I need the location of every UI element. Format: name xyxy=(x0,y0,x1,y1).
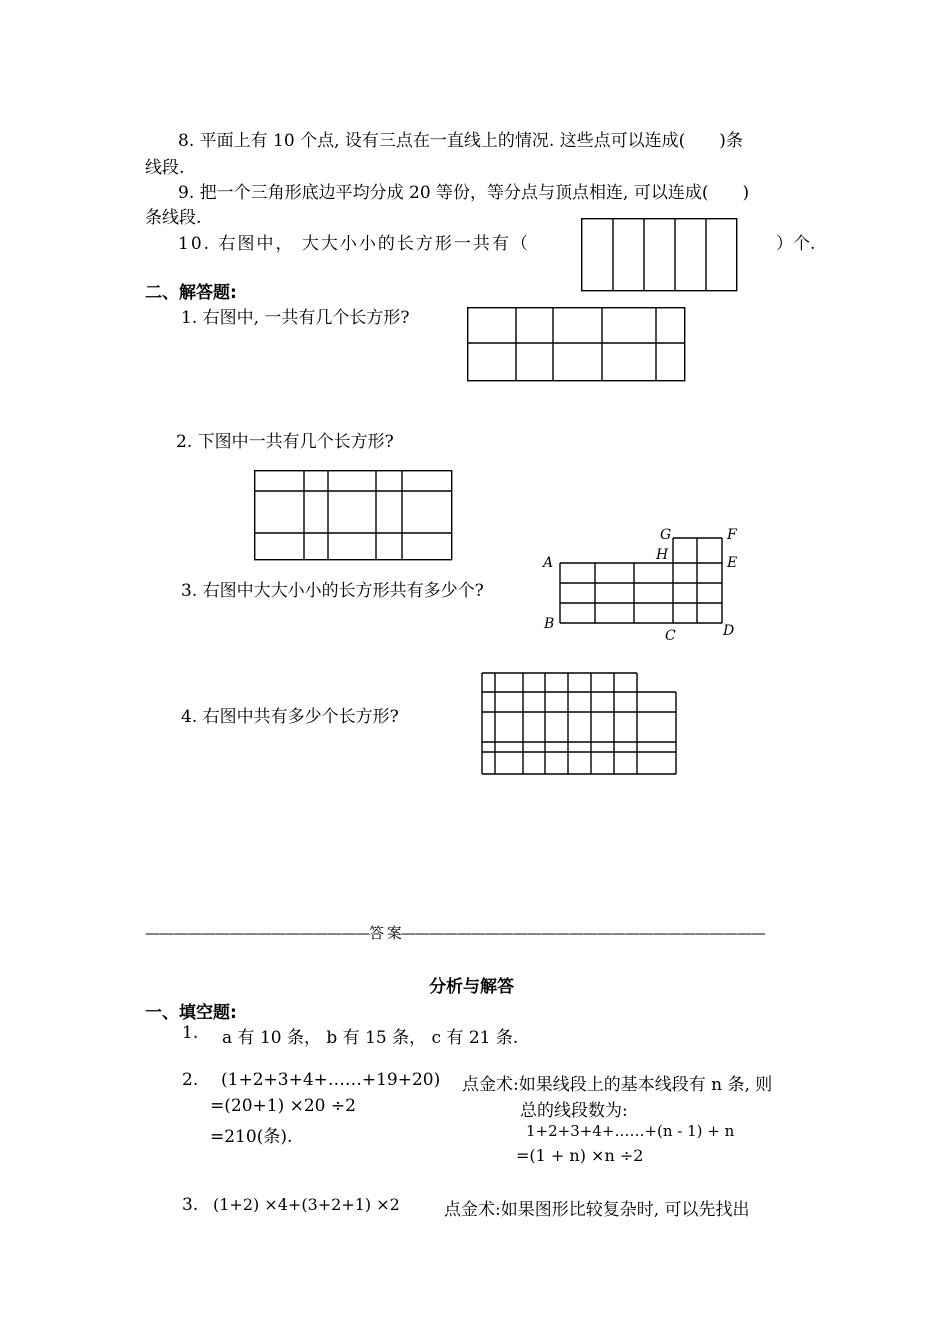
answer-2-line2: =(20+1) ×20 ÷2 xyxy=(210,1096,356,1116)
answer-2-tip-line2: 总的线段数为: xyxy=(520,1101,628,1121)
answer-2-tip-line1: 点金术:如果线段上的基本线段有 n 条, 则 xyxy=(462,1075,773,1095)
answer-1-text: a 有 10 条， b 有 15 条， c 有 21 条. xyxy=(222,1028,519,1048)
question-8-line1: 8. 平面上有 10 个点, 设有三点在一直线上的情况. 这些点可以连成( )条 xyxy=(178,131,743,151)
label-a: A xyxy=(543,555,554,571)
label-e: E xyxy=(727,555,738,571)
answer-1-number: 1. xyxy=(182,1023,199,1043)
label-c: C xyxy=(665,628,676,644)
question-8-line2: 线段. xyxy=(145,158,185,178)
problem-3-figure xyxy=(540,525,750,650)
answers-title: 分析与解答 xyxy=(429,977,514,997)
answers-section-1-heading: 一、填空题: xyxy=(145,1003,237,1023)
question-10-tail: ）个. xyxy=(776,234,816,254)
label-g: G xyxy=(660,527,672,543)
q10-figure xyxy=(581,218,739,293)
problem-1-text: 1. 右图中, 一共有几个长方形? xyxy=(181,308,410,328)
problem-4-figure xyxy=(481,672,679,777)
q10-figure-border xyxy=(582,219,737,291)
label-b: B xyxy=(544,616,555,632)
label-d: D xyxy=(723,623,735,639)
problem-2-text: 2. 下图中一共有几个长方形? xyxy=(176,432,394,452)
question-9-line2: 条线段. xyxy=(145,208,202,228)
section-2-heading: 二、解答题: xyxy=(145,283,237,303)
label-h: H xyxy=(656,547,669,563)
label-f: F xyxy=(727,527,737,543)
answer-3-tip: 点金术:如果图形比较复杂时, 可以先找出 xyxy=(444,1200,750,1220)
answer-2-line1: (1+2+3+4+……+19+20) xyxy=(221,1070,441,1090)
answer-3-number: 3. xyxy=(182,1195,199,1215)
problem-3-text: 3. 右图中大大小小的长方形共有多少个? xyxy=(181,581,484,601)
question-9-line1: 9. 把一个三角形底边平均分成 20 等份，等分点与顶点相连, 可以连成( ) xyxy=(178,183,750,203)
answer-2-tip-result: =(1 + n) ×n ÷2 xyxy=(516,1146,644,1165)
answer-3-line1: (1+2) ×4+(3+2+1) ×2 xyxy=(213,1195,400,1214)
problem-2-figure xyxy=(254,470,454,562)
question-10-text: 10. 右图中， 大大小小的长方形一共有（ xyxy=(178,234,530,254)
answer-2-line3: =210(条). xyxy=(210,1127,293,1147)
answer-divider: ————————————————答 案—————————————————————————— xyxy=(145,924,765,942)
problem-1-figure xyxy=(467,307,687,383)
problem-4-text: 4. 右图中共有多少个长方形? xyxy=(181,707,399,727)
answer-2-tip-formula: 1+2+3+4+……+(n - 1) + n xyxy=(526,1122,735,1140)
answer-2-number: 2. xyxy=(182,1070,199,1090)
